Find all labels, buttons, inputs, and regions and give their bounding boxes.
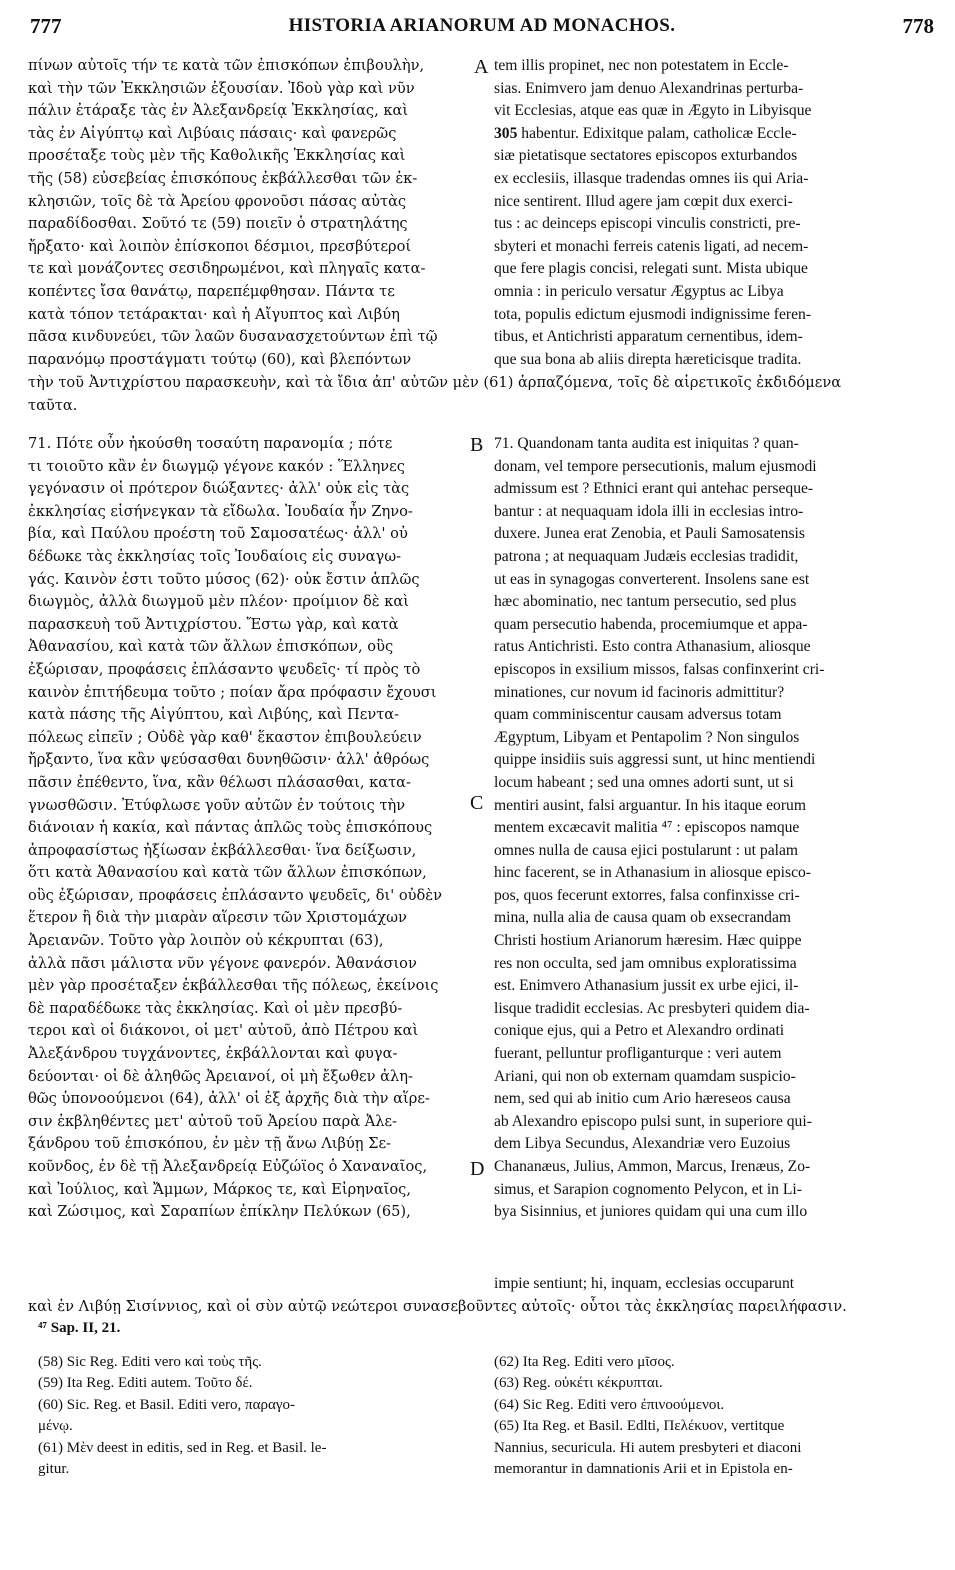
greek-text-line: Ἀλεξάνδρου τυγχάνοντες, ἐκβάλλονται καὶ φυγα- <box>28 1045 398 1063</box>
latin-text-line: patrona ; at nequaquam Judæis ecclesias tradidit, <box>494 547 799 565</box>
latin-text-line: nice sentirent. Illud agere jam cœpit dux exerci- <box>494 192 793 210</box>
greek-text-line: ἤρξαντο, ἵνα κἂν ψεύσασθαι δυνηθῶσιν· ἀλλ' ἀθρόως <box>28 751 430 769</box>
latin-text-line: locum habeant ; sed una omnes adorti sunt, ut si <box>494 773 794 791</box>
greek-text-line: ἀπροφασίστως ἠξίωσαν ἐκβάλλεσθαι· ἵνα δείξωσιν, <box>28 841 417 859</box>
footnote-line: μένῳ. <box>38 1418 73 1435</box>
latin-text-line: minationes, cur novum id facinoris admittitur? <box>494 683 785 701</box>
greek-full-width-closing: καὶ ἐν Λιβύῃ Σισίννιος, καὶ οἱ σὺν αὐτῷ νεώτεροι συνασεβοῦντες αὐτοῖς· οὗτοι τὰς ἐκκλησίας παρειλήφασιν. <box>28 1298 847 1315</box>
greek-text-line: διωγμὸς, ἀλλὰ διωγμοῦ μὲν πλέον· προίμιον δὲ καὶ <box>28 593 409 611</box>
greek-text-line: γάς. Καινὸν ἐστι τοῦτο μύσος (62)· οὐκ ἔστιν ἁπλῶς <box>28 570 420 588</box>
latin-text-line: fuerant, pelluntur profliganturque : veri autem <box>494 1045 782 1063</box>
greek-text-line: παρασκευὴ τοῦ Ἀντιχρίστου. Ἔστω γὰρ, καὶ κατὰ <box>28 615 399 633</box>
greek-text-line: καὶ Ζώσιμος, καὶ Σαραπίων ἐπίκλην Πελύκων (65), <box>28 1203 411 1221</box>
greek-text-line: διάνοιαν ἡ κακία, καὶ πάντας ἁπλῶς τοὺς ἐπισκόπους <box>28 819 433 837</box>
latin-column-main <box>494 433 936 1224</box>
footnote-line: gitur. <box>38 1460 70 1477</box>
latin-text-line: ut eas in synagogas converterent. Insolens sane est <box>494 570 810 588</box>
greek-text-line: τεροι καὶ οἱ διάκονοι, οἱ μετ' αὐτοῦ, ἀπὸ Πέτρου καὶ <box>28 1022 419 1040</box>
column-number: 305 <box>494 124 518 142</box>
latin-text-line: omnes nulla de causa ejici postularunt : ut palam <box>494 841 798 859</box>
latin-text-line: hinc facerent, se in Athanasium in aliosque episco- <box>494 864 811 882</box>
margin-marker-b: B <box>470 434 484 456</box>
latin-text-line: que sua bona ab aliis direpta hæreticisque tradita. <box>494 350 802 368</box>
latin-text-line: donam, vel tempore persecutionis, malum ejusmodi <box>494 457 817 475</box>
latin-text-line: ratus Antichristi. Esto contra Athanasium, aliosque <box>494 638 811 656</box>
latin-column-top <box>494 55 936 371</box>
greek-text-line: πάλιν ἐτάραξε τὰς ἐν Ἀλεξανδρείᾳ Ἐκκλησίας, καὶ <box>28 102 409 120</box>
footnote-line: (61) Μὲν deest in editis, sed in Reg. et Basil. le- <box>38 1439 327 1456</box>
latin-text-line: mentiri ausint, falsi arguantur. In his itaque eorum <box>494 796 806 814</box>
greek-text-line: δεύονται· οἱ δὲ ἀληθῶς Ἀρειανοί, οἱ μὴ ἔξωθεν ἀλη- <box>28 1067 413 1085</box>
latin-text-line: siæ pietatisque sectatores episcopos exturbandos <box>494 147 798 165</box>
running-header <box>30 14 934 44</box>
greek-text-line: πᾶσα κινδυνεύει, τῶν λαῶν δυσανασχετούντων ἐπὶ τῷ <box>28 328 438 346</box>
greek-text-line: κοπέντες ἴσα θανάτῳ, παρεπέμφθησαν. Πάντα τε <box>28 282 395 300</box>
greek-text-line: οὓς ἐξώρισαν, προφάσεις ἐπλάσαντο ψευδεῖς, δι' οὐδὲν <box>28 886 443 904</box>
greek-text-line: ἐκκλησίας εἰσήνεγκαν τὰ εἴδωλα. Ἰουδαία ἦν Ζηνο- <box>28 502 413 520</box>
greek-text-line: πόλεως εἰπεῖν ; Οὐδὲ γὰρ καθ' ἕκαστον ἐπιβουλεύειν <box>28 728 422 746</box>
margin-marker-a: A <box>474 56 489 78</box>
greek-text-line: καὶ Ἰούλιος, καὶ Ἄμμων, Μάρκος τε, καὶ Εἰρηναῖος, <box>28 1180 411 1198</box>
latin-text-line: ex ecclesiis, illasque tradendas omnes iis qui Aria- <box>494 169 809 187</box>
latin-text-line: Chananæus, Julius, Ammon, Marcus, Irenæus, Zo- <box>494 1158 811 1175</box>
latin-text-line: est. Enimvero Athanasium jussit ex urbe ejici, il- <box>494 977 799 995</box>
greek-text-line: ἀλλὰ πᾶσι μάλιστα νῦν γέγονε φανερόν. Ἀθανάσιον <box>28 954 417 972</box>
greek-text-line: 71. Πότε οὖν ἠκούσθη τοσαύτη παρανομία ; πότε <box>28 435 393 452</box>
greek-text-line: γνωσθῶσιν. Ἐτύφλωσε γοῦν αὐτῶν ἐν τούτοις τὴν <box>28 796 406 814</box>
greek-text-line: ἐξώρισαν, προφάσεις ἐπλάσαντο ψευδεῖς· τί πρὸς τὸ <box>28 660 421 678</box>
latin-text-line: tota, populis edictum ejusmodi indignissime feren- <box>494 305 812 323</box>
latin-text-line: sbyteri et monachi ferreis catenis ligati, ad necem- <box>494 237 809 255</box>
latin-text-line: mentem excæcavit malitia ⁴⁷ : episcopos namque <box>494 819 800 837</box>
greek-text-line: κατὰ πάσης τῆς Αἰγύπτου, καὶ Λιβύης, καὶ Πεντα- <box>28 706 400 724</box>
greek-text-line: βία, καὶ Παύλου προέστη τοῦ Σαμοσατέως· ἀλλ' οὐ <box>28 525 408 543</box>
latin-text-line: admissum est ? Ethnici erant qui antehac perseque- <box>494 480 814 498</box>
greek-text-line: γεγόνασιν οἱ πρότερον διώξαντες· ἀλλ' οὐκ εἰς τὰς <box>28 480 410 498</box>
margin-marker-d: D <box>470 1158 485 1180</box>
greek-text-line: ἕτερον ἢ διὰ τὴν μιαρὰν αἵρεσιν τῶν Χριστομάχων <box>28 909 407 927</box>
latin-text-line: tibus, et Antichristi apparatum cernentibus, idem- <box>494 328 803 346</box>
greek-text-line: ξάνδρου τοῦ ἐπισκόπου, ἐν μὲν τῇ ἄνω Λιβύῃ Σε- <box>28 1135 391 1153</box>
footnotes-left <box>38 1352 478 1480</box>
latin-text-line: 71. Quandonam tanta audita est iniquitas ? quan- <box>494 435 799 452</box>
page-number-right: 778 <box>902 14 934 38</box>
greek-full-width-line: τὴν τοῦ Ἀντιχρίστου παρασκευὴν, καὶ τὰ ἴδια ἀπ' αὐτῶν μὲν (61) ἁρπαζόμενα, τοῖς δὲ αἱρετικοῖς ἐκδιδόμενα <box>28 374 842 391</box>
greek-text-line: παρανόμῳ προστάγματι τούτῳ (60), καὶ βλεπόντων <box>28 350 412 368</box>
latin-text-line: que fere plagis concisi, relegati sunt. Mista ubique <box>494 260 808 278</box>
footnote-line: (64) Sic Reg. Editi vero ἐπινοούμενοι. <box>494 1396 725 1413</box>
latin-text-line: pos, quos fecerunt extorres, falsa confinxisse cri- <box>494 886 800 904</box>
greek-column-top <box>28 55 472 371</box>
greek-text-line: τὰς ἐν Αἰγύπτῳ καὶ Λιβύαις πάσαις· καὶ φανερῶς <box>28 124 397 142</box>
greek-text-line: πᾶσιν ἐπέθεντο, ἵνα, κἂν θέλωσι πλάσασθαι, κατα- <box>28 773 411 791</box>
greek-text-line: προσέταξε τοὺς μὲν τῆς Καθολικῆς Ἐκκλησίας καὶ <box>28 147 406 165</box>
footnotes-right <box>494 1352 936 1480</box>
footnote-line: (58) Sic Reg. Editi vero καὶ τοὺς τῆς. <box>38 1354 262 1370</box>
greek-text-line: ὅτι κατὰ Ἀθανασίου καὶ κατὰ τῶν ἄλλων ἐπισκόπων, <box>28 864 427 882</box>
greek-text-line: καινὸν ἐπιτήδευμα τοῦτο ; ποίαν ἄρα πρόφασιν ἔχουσι <box>28 683 437 701</box>
latin-text-line: duxere. Junea erat Zenobia, et Pauli Samosatensis <box>494 525 805 543</box>
margin-marker-c: C <box>470 792 484 814</box>
latin-text-line: dem Libya Secundus, Alexandriæ vero Euzoius <box>494 1135 791 1153</box>
greek-text-line: δέδωκε τὰς ἐκκλησίας τοῖς Ἰουδαίοις εἰς συναγω- <box>28 547 402 565</box>
greek-full-width-line-end: ταῦτα. <box>28 397 78 414</box>
latin-text-line: quippe insidiis suis aggressi sunt, ut hinc mentiendi <box>494 751 816 769</box>
greek-text-line: θῶς ὑπονοούμενοι (64), ἀλλ' οἱ ἐξ ἀρχῆς διὰ τὴν αἵρε- <box>28 1090 430 1108</box>
greek-text-line: δὲ παραδέδωκε τὰς ἐκκλησίας. Καὶ οἱ μὲν πρεσβύ- <box>28 999 403 1017</box>
footnote-line: (60) Sic. Reg. et Basil. Editi vero, παραγο- <box>38 1396 295 1413</box>
latin-text-line: vit Ecclesias, atque eas quæ in Ægyto in Libyisque <box>494 102 812 120</box>
greek-text-line: Ἀθανασίου, καὶ κατὰ τῶν ἄλλων ἐπισκόπων, οὓς <box>28 638 394 656</box>
greek-text-line: Ἀρειανῶν. Τοῦτο γὰρ λοιπὸν οὐ κέκρυπται (63), <box>28 932 384 950</box>
latin-text-line: episcopos in exsilium missos, falsas confinxerint cri- <box>494 660 825 678</box>
greek-text-line: τε καὶ μονάζοντες σεσιδηρωμένοι, καὶ πληγαῖς κατα- <box>28 260 426 278</box>
greek-text-line: κατὰ τόπον τετάρακται· καὶ ἡ Αἴγυπτος καὶ Λιβύη <box>28 305 400 323</box>
latin-text-line: Ariani, qui non ob externam quamdam suspicio- <box>494 1067 796 1085</box>
greek-text-line: κοῦνδος, ἐν δὲ τῇ Ἀλεξανδρείᾳ Εὐζώϊος ὁ Χαναναῖος, <box>28 1158 428 1175</box>
greek-text-line: καὶ τὴν τῶν Ἐκκλησιῶν ἐξουσίαν. Ἰδοὺ γὰρ καὶ νῦν <box>28 79 415 97</box>
latin-text-line: hæc abominatio, nec tantum persecutio, sed plus <box>494 593 797 611</box>
greek-text-line: πίνων αὐτοῖς τήν τε κατὰ τῶν ἐπισκόπων ἐπιβουλὴν, <box>28 57 425 74</box>
page-number-left: 777 <box>30 14 62 38</box>
latin-text-line: conique ejus, qui a Petro et Alexandro ordinati <box>494 1022 785 1040</box>
latin-text-line: Ægyptum, Libyam et Pentapolim ? Non singulos <box>494 728 800 746</box>
latin-text-line: Christi hostium Arianorum hæresim. Hæc quippe <box>494 932 802 950</box>
latin-text-line: sias. Enimvero jam denuo Alexandrinas perturba- <box>494 79 804 97</box>
latin-text-line: 305 habentur. Edixitque palam, catholicæ Eccle- <box>494 124 797 142</box>
running-title: HISTORIA ARIANORUM AD MONACHOS. <box>288 15 676 36</box>
greek-column-main <box>28 433 472 1224</box>
latin-text-line: quam comminiscentur causam adversus totam <box>494 706 782 724</box>
greek-text-line: παραδίδοσθαι. Σοῦτό τε (59) ποιεῖν ὁ στρατηλάτης <box>28 215 408 233</box>
footnote-line: (59) Ita Reg. Editi autem. Τοῦτο δέ. <box>38 1375 253 1392</box>
footnote-line: (65) Ita Reg. et Basil. Edlti, Πελέκυον, vertitque <box>494 1418 785 1435</box>
footnote-line: (63) Reg. οὐκέτι κέκρυπται. <box>494 1375 663 1392</box>
latin-text-line: bya Sisinnius, et juniores quidam qui una cum illo <box>494 1203 808 1221</box>
footnote-line: (62) Ita Reg. Editi vero μῖσος. <box>494 1354 675 1370</box>
greek-text-line: ἤρξατο· καὶ λοιπὸν ἐπίσκοποι δέσμιοι, πρεσβύτεροί <box>28 237 412 255</box>
scripture-footnote: ⁴⁷ Sap. II, 21. <box>38 1320 121 1336</box>
latin-text-line: simus, et Sarapion cognomento Pelycon, et in Li- <box>494 1180 802 1198</box>
greek-text-line: τι τοιοῦτο κἂν ἐν διωγμῷ γέγονε κακόν : Ἕλληνες <box>28 457 405 475</box>
latin-last-line: impie sentiunt; hi, inquam, ecclesias occuparunt <box>494 1275 795 1292</box>
latin-text-line: mina, nulla alia de causa quam ob exsecrandam <box>494 909 792 927</box>
latin-text-line: quam persecutio habenda, procemiumque et appa- <box>494 615 808 633</box>
latin-text-line: ab Alexandro episcopo pulsi sunt, in superiore qui- <box>494 1112 812 1130</box>
greek-text-line: σιν ἐκβληθέντες μετ' αὐτοῦ τοῦ Ἀρείου παρὰ Ἀλε- <box>28 1112 397 1130</box>
latin-text-line: bantur : at nequaquam idola illi in ecclesias intro- <box>494 502 804 520</box>
greek-text-line: μὲν γὰρ προσέταξεν ἐκβάλλεσθαι τῆς πόλεως, ἐκείνοις <box>28 977 439 995</box>
footnote-line: memorantur in damnationis Arii et in Epistola en- <box>494 1460 793 1477</box>
latin-text-line: lisque tradidit ecclesias. Ac presbyteri quidem dia- <box>494 999 810 1017</box>
latin-text-line: nem, sed qui ab initio cum Ario hæreseos causa <box>494 1090 791 1108</box>
greek-text-line: τῆς (58) εὐσεβείας ἐπισκόπους ἐκβάλλεσθαι τῶν ἐκ- <box>28 169 418 187</box>
latin-text-line: tem illis propinet, nec non potestatem in Eccle- <box>494 57 789 74</box>
greek-text-line: κλησιῶν, τοῖς δὲ τὰ Ἀρείου φρονοῦσι πάσας αὐτὰς <box>28 192 407 210</box>
footnote-line: Nannius, securicula. Hi autem presbyteri et diaconi <box>494 1439 802 1456</box>
latin-text-line: omnia : in periculo versatur Ægyptus ac Libya <box>494 282 784 300</box>
latin-text-line: res non occulta, sed jam omnibus exploratissima <box>494 954 797 972</box>
latin-text-line: tus : ac deinceps episcopi vinculis constricti, pre- <box>494 215 801 233</box>
